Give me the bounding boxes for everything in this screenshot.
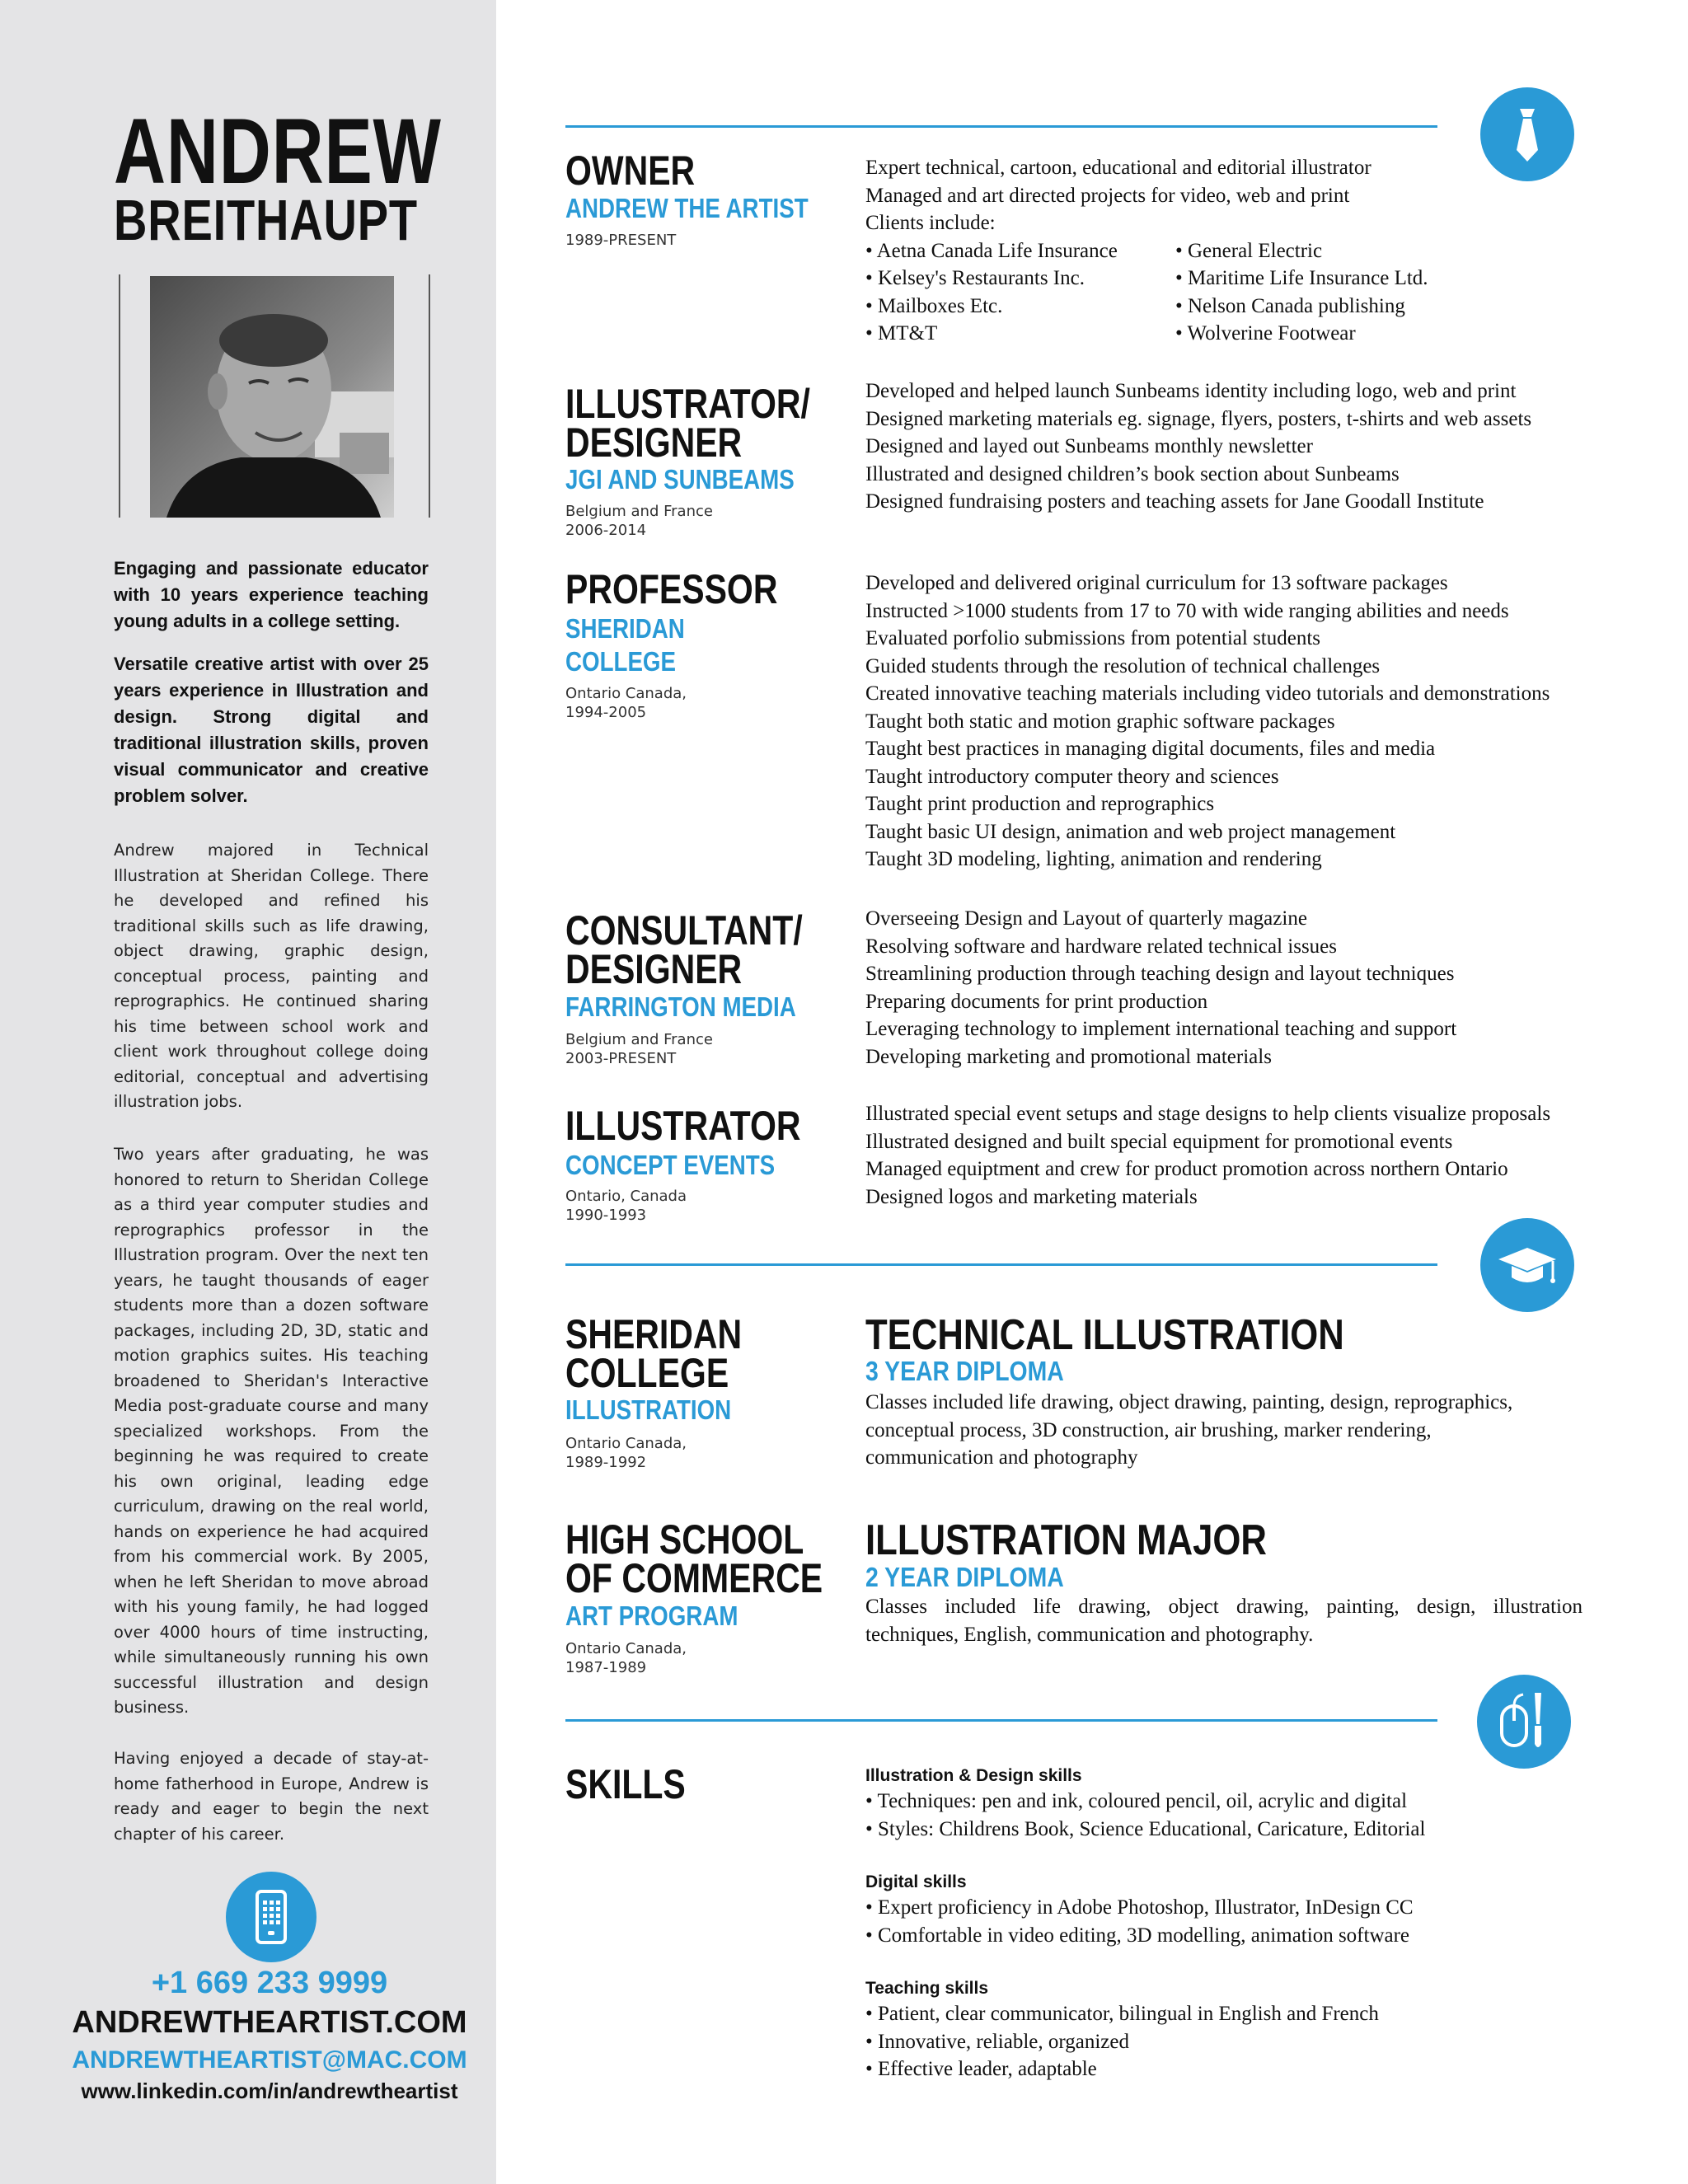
job-years: 1994-2005 [565,704,647,721]
job-title: ILLUSTRATOR [565,1103,801,1149]
job-dates [565,1187,687,1225]
job-line: Overseeing Design and Layout of quarterly magazine [865,907,1307,930]
job-org: JGI AND SUNBEAMS [565,464,795,494]
school-name-line: HIGH SCHOOL [565,1516,804,1563]
job-line: Preparing documents for print production [865,990,1208,1013]
client-item: • MT&T [865,322,938,344]
job-dates [565,1030,713,1068]
school-dates [565,1639,687,1677]
graduation-cap-icon [1480,1218,1574,1312]
client-item: • Nelson Canada publishing [1175,294,1405,317]
job-line: Taught print production and reprographics [865,793,1215,815]
job-org: FARRINGTON MEDIA [565,991,796,1022]
school-name-line: COLLEGE [565,1350,729,1396]
job-line: Designed logos and marketing materials [865,1185,1198,1208]
job-title-line: ILLUSTRATOR/ [565,381,810,427]
last-name: BREITHAUPT [114,188,418,252]
job-org-line: COLLEGE [565,646,676,677]
school-name [565,1516,823,1601]
diploma-type: 3 YEAR DIPLOMA [865,1356,1064,1386]
job-dates [565,502,713,540]
education-description [865,1389,1512,1472]
client-item: • Kelsey's Restaurants Inc. [865,267,1085,289]
job-line: Designed and layed out Sunbeams monthly newsletter [865,435,1313,457]
job-org-line: SHERIDAN [565,613,685,644]
bio-paragraph: Having enjoyed a decade of stay-at-home fatherhood in Europe, Andrew is ready and eager to begin the next chapter of his career. [114,1749,429,1844]
skill-item: • Innovative, reliable, organized [865,2030,1129,2053]
skill-group-heading: Illustration & Design skills [865,1766,1082,1785]
client-item: • Mailboxes Etc. [865,294,1003,317]
job-line: Designed marketing materials eg. signage, flyers, posters, t-shirts and web assets [865,407,1532,430]
job-line: Resolving software and hardware related technical issues [865,935,1338,958]
school-years: 1987-1989 [565,1659,647,1676]
job-line: Taught basic UI design, animation and web project management [865,820,1396,843]
job-years: 2003-PRESENT [565,1050,677,1067]
job-line: Illustrated and designed children’s book section about Sunbeams [865,462,1400,485]
job-org: ANDREW THE ARTIST [565,193,809,223]
education-line: Classes included life drawing, object drawing, painting, design, reprographics, [865,1391,1513,1413]
job-title-line: CONSULTANT/ [565,907,803,954]
section-divider [565,1263,1437,1266]
education-line: communication and photography [865,1446,1138,1469]
education-line: Classes included life drawing, object drawing, painting, design, illustration [865,1596,1582,1618]
school-name-line: OF COMMERCE [565,1555,823,1601]
job-line: Developing marketing and promotional materials [865,1045,1272,1068]
job-description [865,569,1607,874]
job-line: Managed equiptment and crew for product promotion across northern Ontario [865,1158,1508,1180]
job-description [865,905,1607,1071]
school-program: ART PROGRAM [565,1601,738,1631]
job-line: Developed and helped launch Sunbeams identity including logo, web and print [865,380,1517,402]
job-line: Taught best practices in managing digital documents, files and media [865,738,1436,760]
education-line: techniques, English, communication and photography. [865,1623,1314,1646]
client-item: • Aetna Canada Life Insurance [865,239,1118,262]
job-title-line: DESIGNER [565,946,743,992]
job-org [565,612,685,678]
job-line: Streamlining production through teaching design and layout techniques [865,963,1455,985]
job-line: Created innovative teaching materials including video tutorials and demonstrations [865,682,1550,705]
school-dates [565,1434,687,1472]
job-location: Belgium and France [565,503,713,520]
job-line: Designed fundraising posters and teaching assets for Jane Goodall Institute [865,490,1484,513]
mouse-and-brush-icon [1477,1675,1571,1769]
job-location: Ontario Canada, [565,685,687,702]
job-description [865,154,1607,348]
contact-website[interactable]: ANDREWTHEARTIST.COM [72,2005,467,2040]
job-line: Developed and delivered original curriculum for 13 software packages [865,572,1448,594]
job-title [565,381,810,466]
first-name: ANDREW [114,100,442,203]
school-name [565,1311,743,1396]
job-years: 2006-2014 [565,522,647,539]
skill-group-heading: Digital skills [865,1872,967,1891]
client-item: • Maritime Life Insurance Ltd. [1175,267,1428,289]
client-list [865,237,1607,348]
job-title: OWNER [565,148,696,194]
job-org: CONCEPT EVENTS [565,1150,776,1180]
job-line: Evaluated porfolio submissions from potential students [865,627,1321,649]
job-location: Ontario, Canada [565,1188,687,1205]
job-line: Illustrated special event setups and stage designs to help clients visualize proposals [865,1103,1551,1125]
school-program: ILLUSTRATION [565,1394,732,1425]
school-years: 1989-1992 [565,1454,647,1471]
school-name-line: SHERIDAN [565,1311,743,1357]
intro-skills-summary: Versatile creative artist with over 25 years experience in Illustration and design. Strong digital and traditional illustration skills, proven visual communicator and creative problem solver. [114,654,429,806]
bio-paragraph: Two years after graduating, he was honored to return to Sheridan College as a third year computer studies and reprographics professor in the Illustration program. Over the next ten years, he taught thousands of eager students more than a dozen software packages, including 2D, 3D, static and motion graphics suites. His teaching broadened to Sheridan's Interactive Media post-graduate course and many specialized workshops. From the beginning he was required to create his own original, leading edge curriculum, drawing on the real world, hands on experience he had acquired from his commercial work. By 2005, when he left Sheridan to move abroad with his young family, he had logged over 4000 hours of time instructing, while simultaneously running his own successful illustration and design business. [114,1145,429,1717]
job-line: Taught both static and motion graphic software packages [865,710,1335,733]
job-dates: 1989-PRESENT [565,232,677,249]
degree-title: TECHNICAL ILLUSTRATION [865,1311,1344,1359]
bio-paragraph: Andrew majored in Technical Illustration at Sheridan College. There he developed and refined his traditional skills such as life drawing, object drawing, graphic design, conceptual process, painting and reprographics. He continued sharing his time between school work and client work throughout college doing editorial, conceptual and advertising illustration jobs. [114,841,429,1111]
job-location: Belgium and France [565,1031,713,1048]
education-description [865,1593,1582,1648]
school-location: Ontario Canada, [565,1435,687,1452]
skill-group-heading: Teaching skills [865,1979,988,1998]
job-line: Taught introductory computer theory and sciences [865,765,1279,788]
photo-frame [119,274,430,518]
education-line: conceptual process, 3D construction, air brushing, marker rendering, [865,1418,1432,1441]
profile-photo [150,276,394,518]
job-line: Illustrated designed and built special equipment for promotional events [865,1130,1453,1153]
job-title [565,907,803,992]
job-description [865,1100,1607,1211]
section-divider [565,125,1437,128]
job-dates [565,684,687,722]
contact-phone[interactable]: +1 669 233 9999 [151,1966,388,2000]
job-line: Instructed >1000 students from 17 to 70 with wide ranging abilities and needs [865,599,1509,622]
job-line: Leveraging technology to implement international teaching and support [865,1018,1457,1040]
job-description [865,377,1607,516]
job-title: PROFESSOR [565,566,778,612]
job-years: 1990-1993 [565,1207,647,1224]
diploma-type: 2 YEAR DIPLOMA [865,1562,1064,1592]
skills-heading: SKILLS [565,1761,686,1807]
client-item: • Wolverine Footwear [1175,322,1356,344]
skills-list [865,1765,1425,2083]
job-line: Managed and art directed projects for video, web and print [865,184,1350,207]
degree-title: ILLUSTRATION MAJOR [865,1516,1267,1564]
client-item: • General Electric [1175,239,1323,262]
skill-item: • Styles: Childrens Book, Science Educational, Caricature, Editorial [865,1817,1426,1840]
contact-email[interactable]: ANDREWTHEARTIST@MAC.COM [72,2046,467,2074]
contact-linkedin[interactable]: www.linkedin.com/in/andrewtheartist [81,2079,458,2103]
intro-summary: Engaging and passionate educator with 10 years experience teaching young adults in a college setting. [114,558,429,631]
section-divider [565,1719,1437,1722]
job-line: Guided students through the resolution of technical challenges [865,654,1381,677]
smartphone-icon [226,1872,316,1962]
skill-item: • Expert proficiency in Adobe Photoshop, Illustrator, InDesign CC [865,1896,1414,1919]
skill-item: • Comfortable in video editing, 3D modelling, animation software [865,1924,1410,1947]
skill-item: • Techniques: pen and ink, coloured pencil, oil, acrylic and digital [865,1790,1408,1812]
job-line: Clients include: [865,212,996,234]
job-title-line: DESIGNER [565,419,743,466]
job-line: Taught 3D modeling, lighting, animation and rendering [865,848,1322,870]
school-location: Ontario Canada, [565,1640,687,1657]
skill-item: • Patient, clear communicator, bilingual in English and French [865,2003,1379,2025]
job-line: Expert technical, cartoon, educational and editorial illustrator [865,157,1372,179]
skill-item: • Effective leader, adaptable [865,2058,1097,2080]
